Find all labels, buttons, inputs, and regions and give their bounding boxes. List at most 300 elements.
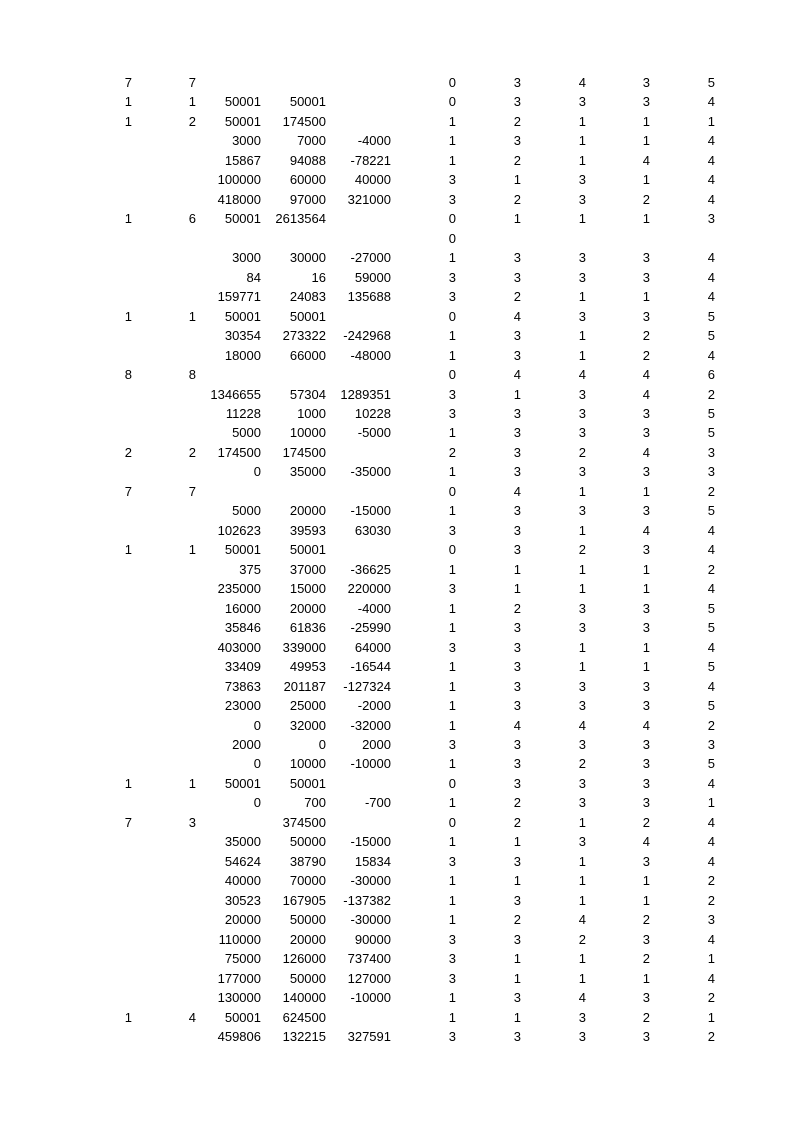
table-cell: 3 — [578, 308, 586, 324]
table-cell: 54624 — [224, 853, 261, 869]
table-cell: 1 — [448, 795, 456, 811]
table-cell: 4 — [707, 289, 715, 305]
table-cell: 1 — [124, 113, 132, 129]
table-cell: 2 — [513, 289, 521, 305]
table-cell: 5 — [707, 756, 715, 772]
table-cell: -30000 — [350, 873, 391, 889]
table-cell: 3 — [642, 931, 650, 947]
table-cell: 23000 — [224, 698, 261, 714]
table-cell: 5 — [707, 425, 715, 441]
table-cell: 1 — [448, 912, 456, 928]
table-cell: 40000 — [224, 873, 261, 889]
table-cell: 3 — [707, 736, 715, 752]
table-cell: 110000 — [218, 931, 261, 947]
table-cell: 32000 — [289, 717, 326, 733]
table-cell: 126000 — [282, 951, 326, 967]
table-cell: 2 — [578, 444, 586, 460]
table-cell: 25000 — [289, 698, 326, 714]
table-cell: 50001 — [224, 775, 261, 791]
table-cell: 63030 — [354, 522, 391, 538]
table-cell: 97000 — [289, 191, 326, 207]
table-cell: 4 — [707, 347, 715, 363]
table-cell: 3 — [513, 328, 521, 344]
table-cell: 1 — [448, 250, 456, 266]
table-cell: 3 — [642, 853, 650, 869]
table-cell: 3 — [448, 289, 456, 305]
table-cell: 16 — [311, 269, 326, 285]
table-row — [0, 268, 800, 287]
table-cell: 1 — [124, 1009, 132, 1025]
table-row — [0, 560, 800, 579]
table-cell: 1 — [124, 775, 132, 791]
table-cell: 38790 — [289, 853, 326, 869]
table-cell: 1 — [578, 522, 586, 538]
table-cell: 30000 — [289, 250, 326, 266]
table-cell: 1 — [448, 756, 456, 772]
table-cell: 4 — [707, 269, 715, 285]
table-cell: 7000 — [297, 133, 326, 149]
table-cell: 1 — [578, 483, 586, 499]
table-cell: 3 — [642, 250, 650, 266]
table-cell: 177000 — [217, 970, 261, 986]
table-cell: 1 — [578, 289, 586, 305]
table-row — [0, 73, 800, 92]
table-cell: 5 — [707, 620, 715, 636]
table-cell: 3 — [707, 912, 715, 928]
table-cell: 1 — [124, 211, 132, 227]
table-row — [0, 716, 800, 735]
table-cell: 3 — [513, 133, 521, 149]
table-cell: 5000 — [232, 425, 261, 441]
table-cell: 2613564 — [275, 211, 326, 227]
table-cell: 4 — [642, 522, 650, 538]
table-cell: 1 — [642, 892, 650, 908]
table-cell: 418000 — [217, 191, 261, 207]
table-cell: 1 — [513, 386, 521, 402]
table-cell: 3 — [642, 1029, 650, 1045]
table-row — [0, 852, 800, 871]
table-cell: 2 — [578, 542, 586, 558]
table-cell: -35000 — [350, 464, 391, 480]
table-cell: 3 — [642, 795, 650, 811]
table-cell: 1 — [578, 951, 586, 967]
table-cell: 1 — [578, 328, 586, 344]
table-cell: 4 — [513, 483, 521, 499]
table-cell: 3 — [642, 990, 650, 1006]
table-cell: 1 — [448, 503, 456, 519]
table-cell: 3 — [642, 620, 650, 636]
table-cell: 0 — [448, 308, 456, 324]
table-cell: 73863 — [224, 678, 261, 694]
table-cell: 10000 — [289, 756, 326, 772]
table-cell: 50001 — [224, 94, 261, 110]
table-cell: 130000 — [217, 990, 261, 1006]
table-cell: 35000 — [224, 834, 261, 850]
table-cell: 3 — [513, 931, 521, 947]
table-cell: 174500 — [282, 444, 326, 460]
table-cell: 127000 — [347, 970, 391, 986]
table-cell: 0 — [448, 211, 456, 227]
table-row — [0, 1027, 800, 1046]
table-cell: 1 — [513, 561, 521, 577]
table-cell: 18000 — [224, 347, 261, 363]
table-cell: 4 — [707, 581, 715, 597]
table-row — [0, 190, 800, 209]
table-cell: 1 — [707, 795, 715, 811]
table-cell: 1 — [578, 639, 586, 655]
table-cell: -4000 — [357, 133, 391, 149]
table-cell: 3 — [578, 405, 586, 421]
table-cell: 1 — [642, 581, 650, 597]
table-cell: 75000 — [224, 951, 261, 967]
table-cell: 5 — [707, 75, 715, 90]
table-cell: 3 — [448, 386, 456, 402]
table-cell: 59000 — [354, 269, 391, 285]
table-row — [0, 151, 800, 170]
table-cell: -2000 — [357, 698, 391, 714]
table-cell: 3 — [513, 620, 521, 636]
table-cell: 1 — [707, 951, 715, 967]
table-cell: 3 — [642, 405, 650, 421]
table-cell: 15000 — [289, 581, 326, 597]
table-cell: 3 — [642, 542, 650, 558]
table-row — [0, 423, 800, 442]
table-cell: 33409 — [224, 659, 261, 675]
table-cell: 4 — [578, 912, 586, 928]
table-cell: 4 — [707, 522, 715, 538]
table-cell: 4 — [578, 367, 586, 383]
table-cell: 3 — [578, 795, 586, 811]
table-cell: 3 — [578, 834, 586, 850]
table-cell: 339000 — [282, 639, 326, 655]
table-cell: 1 — [188, 94, 196, 110]
table-cell: 8 — [188, 367, 196, 383]
table-cell: 3 — [642, 678, 650, 694]
table-cell: 1 — [642, 561, 650, 577]
table-cell: 3 — [578, 386, 586, 402]
table-cell: 3 — [513, 736, 521, 752]
table-cell: 2 — [707, 561, 715, 577]
table-cell: 4 — [642, 152, 650, 168]
table-cell: 1 — [513, 951, 521, 967]
table-cell: 375 — [239, 561, 261, 577]
table-cell: 2 — [642, 1009, 650, 1025]
table-cell: 1 — [513, 581, 521, 597]
table-cell: 20000 — [289, 931, 326, 947]
table-row — [0, 735, 800, 754]
table-cell: 4 — [578, 717, 586, 733]
table-cell: 3 — [513, 347, 521, 363]
table-cell: 4 — [707, 250, 715, 266]
table-cell: -48000 — [350, 347, 391, 363]
table-cell: 3 — [578, 464, 586, 480]
table-cell: 0 — [448, 542, 456, 558]
table-cell: 1 — [578, 873, 586, 889]
table-cell: 60000 — [289, 172, 326, 188]
table-cell: 3000 — [232, 133, 261, 149]
table-cell: 273322 — [282, 328, 326, 344]
table-cell: 3 — [513, 639, 521, 655]
table-cell: 1 — [124, 542, 132, 558]
table-cell: 1 — [448, 425, 456, 441]
table-cell: 3 — [513, 542, 521, 558]
table-cell: 1 — [124, 94, 132, 110]
table-cell: 4 — [707, 639, 715, 655]
table-cell: 1 — [578, 347, 586, 363]
table-cell: 0 — [448, 367, 456, 383]
table-cell: 1 — [448, 990, 456, 1006]
table-cell: 0 — [318, 736, 326, 752]
table-cell: -30000 — [350, 912, 391, 928]
table-cell: 3 — [513, 75, 521, 90]
table-cell: -36625 — [350, 561, 391, 577]
table-cell: 90000 — [354, 931, 391, 947]
table-cell: 5000 — [232, 503, 261, 519]
table-cell: 3 — [513, 1029, 521, 1045]
table-cell: 1 — [448, 347, 456, 363]
table-row — [0, 287, 800, 306]
table-cell: 4 — [707, 542, 715, 558]
table-cell: 2 — [513, 191, 521, 207]
table-cell: 3 — [448, 522, 456, 538]
table-cell: 3 — [513, 659, 521, 675]
table-cell: 2 — [707, 717, 715, 733]
table-cell: 3 — [513, 405, 521, 421]
table-row — [0, 170, 800, 189]
table-cell: 11228 — [225, 405, 261, 421]
table-cell: 2 — [707, 892, 715, 908]
table-cell: 1 — [642, 639, 650, 655]
table-cell: 7 — [124, 814, 132, 830]
table-cell: 3 — [578, 172, 586, 188]
table-cell: 35000 — [289, 464, 326, 480]
table-cell: 1 — [448, 113, 456, 129]
table-cell: 3 — [642, 698, 650, 714]
table-cell: 1 — [578, 211, 586, 227]
table-row — [0, 677, 800, 696]
table-row — [0, 657, 800, 676]
table-cell: 700 — [304, 795, 326, 811]
table-cell: 3 — [448, 639, 456, 655]
table-cell: 1 — [124, 308, 132, 324]
table-cell: 57304 — [289, 386, 326, 402]
table-row — [0, 618, 800, 637]
table-cell: 2 — [642, 951, 650, 967]
table-cell: 1 — [448, 1009, 456, 1025]
table-cell: 3 — [578, 425, 586, 441]
table-cell: 4 — [707, 834, 715, 850]
table-cell: 40000 — [354, 172, 391, 188]
table-cell: 24083 — [289, 289, 326, 305]
table-cell: 66000 — [289, 347, 326, 363]
table-cell: 2 — [642, 912, 650, 928]
table-cell: -4000 — [357, 600, 391, 616]
table-cell: 2 — [642, 328, 650, 344]
table-cell: 1 — [578, 133, 586, 149]
table-cell: 50000 — [289, 970, 326, 986]
table-cell: 3 — [642, 269, 650, 285]
table-cell: 6 — [707, 367, 715, 383]
table-cell: 374500 — [282, 814, 326, 830]
table-cell: 3 — [642, 425, 650, 441]
table-cell: 16000 — [224, 600, 261, 616]
table-row — [0, 501, 800, 520]
table-cell: 4 — [707, 152, 715, 168]
table-row — [0, 540, 800, 559]
table-cell: 4 — [707, 853, 715, 869]
table-cell: 174500 — [217, 444, 261, 460]
table-row — [0, 326, 800, 345]
table-row — [0, 365, 800, 384]
table-cell: 3 — [513, 892, 521, 908]
table-cell: 100000 — [217, 172, 261, 188]
table-cell: 1 — [448, 698, 456, 714]
table-cell: 4 — [642, 444, 650, 460]
table-cell: 2000 — [232, 736, 261, 752]
table-cell: 0 — [448, 775, 456, 791]
table-cell: 1 — [448, 133, 456, 149]
table-cell: 1 — [642, 970, 650, 986]
table-row — [0, 404, 800, 423]
table-cell: 3 — [448, 951, 456, 967]
table-cell: 3 — [578, 269, 586, 285]
table-cell: 3 — [578, 620, 586, 636]
table-cell: 2 — [188, 444, 196, 460]
table-cell: 50001 — [224, 113, 261, 129]
table-cell: 4 — [513, 717, 521, 733]
table-row — [0, 793, 800, 812]
table-cell: 403000 — [217, 639, 261, 655]
table-cell: 3 — [448, 736, 456, 752]
table-row — [0, 696, 800, 715]
table-cell: 1 — [448, 717, 456, 733]
table-cell: 3 — [188, 814, 196, 830]
table-cell: 1 — [642, 113, 650, 129]
table-cell: 1 — [578, 892, 586, 908]
table-cell: 4 — [578, 990, 586, 1006]
table-cell: 4 — [642, 834, 650, 850]
table-cell: 0 — [448, 483, 456, 499]
table-cell: 1 — [448, 561, 456, 577]
table-cell: 4 — [707, 775, 715, 791]
table-cell: 1 — [578, 152, 586, 168]
table-cell: 3 — [578, 1029, 586, 1045]
table-cell: 4 — [707, 133, 715, 149]
table-cell: -10000 — [350, 990, 391, 1006]
table-cell: 4 — [578, 75, 586, 90]
table-row — [0, 462, 800, 481]
table-cell: 0 — [253, 795, 261, 811]
table-cell: -25990 — [350, 620, 391, 636]
table-cell: 3 — [642, 775, 650, 791]
table-cell: -15000 — [350, 503, 391, 519]
table-cell: 2 — [578, 756, 586, 772]
table-cell: 2 — [707, 1029, 715, 1045]
table-row — [0, 346, 800, 365]
table-cell: 39593 — [289, 522, 326, 538]
table-cell: 7 — [188, 483, 196, 499]
table-row — [0, 579, 800, 598]
table-cell: 30354 — [224, 328, 261, 344]
table-cell: 2000 — [362, 736, 391, 752]
table-cell: 49953 — [289, 659, 326, 675]
table-cell: 3 — [578, 94, 586, 110]
table-cell: -127324 — [343, 678, 391, 694]
table-cell: 2 — [642, 814, 650, 830]
table-row — [0, 385, 800, 404]
table-cell: 0 — [448, 94, 456, 110]
table-cell: 1 — [642, 133, 650, 149]
table-cell: 1 — [642, 659, 650, 675]
table-cell: 3 — [513, 250, 521, 266]
table-row — [0, 871, 800, 890]
table-cell: 1 — [448, 620, 456, 636]
table-cell: 0 — [448, 75, 456, 90]
table-cell: 1289351 — [340, 386, 391, 402]
table-cell: 3 — [642, 464, 650, 480]
table-cell: -32000 — [350, 717, 391, 733]
table-cell: 1 — [448, 873, 456, 889]
table-cell: -700 — [364, 795, 391, 811]
table-cell: 5 — [707, 659, 715, 675]
table-cell: 3 — [448, 1029, 456, 1045]
table-cell: 201187 — [283, 678, 326, 694]
table-cell: 2 — [513, 600, 521, 616]
table-cell: 3 — [642, 503, 650, 519]
table-cell: 327591 — [347, 1029, 391, 1045]
table-cell: 1 — [448, 892, 456, 908]
table-cell: -5000 — [357, 425, 391, 441]
table-cell: 1 — [188, 308, 196, 324]
table-cell: 3 — [448, 581, 456, 597]
table-cell: 50000 — [289, 834, 326, 850]
table-cell: 20000 — [224, 912, 261, 928]
table-cell: -10000 — [350, 756, 391, 772]
table-cell: 1346655 — [210, 386, 261, 402]
table-cell: 459806 — [217, 1029, 261, 1045]
table-cell: 174500 — [282, 113, 326, 129]
table-cell: 1 — [513, 211, 521, 227]
table-cell: 3 — [578, 678, 586, 694]
table-cell: 3 — [513, 425, 521, 441]
table-cell: 132215 — [282, 1029, 326, 1045]
table-cell: 3 — [448, 191, 456, 207]
table-row — [0, 1008, 800, 1027]
table-cell: 1 — [188, 542, 196, 558]
table-cell: 1 — [578, 581, 586, 597]
table-cell: 3000 — [232, 250, 261, 266]
table-cell: 3 — [578, 250, 586, 266]
table-cell: 2 — [642, 347, 650, 363]
table-cell: 102623 — [217, 522, 261, 538]
table-row — [0, 969, 800, 988]
table-cell: 1 — [448, 834, 456, 850]
table-cell: 10228 — [354, 405, 391, 421]
table-cell: 2 — [578, 931, 586, 947]
table-cell: 7 — [188, 75, 196, 90]
table-cell: 3 — [578, 775, 586, 791]
table-row — [0, 482, 800, 501]
table-cell: 1 — [642, 873, 650, 889]
table-cell: 3 — [642, 75, 650, 90]
table-cell: 4 — [707, 172, 715, 188]
table-cell: 3 — [578, 1009, 586, 1025]
table-cell: 15834 — [354, 853, 391, 869]
table-cell: 5 — [707, 698, 715, 714]
table-cell: 624500 — [282, 1009, 326, 1025]
table-cell: 321000 — [347, 191, 391, 207]
table-cell: 2 — [188, 113, 196, 129]
